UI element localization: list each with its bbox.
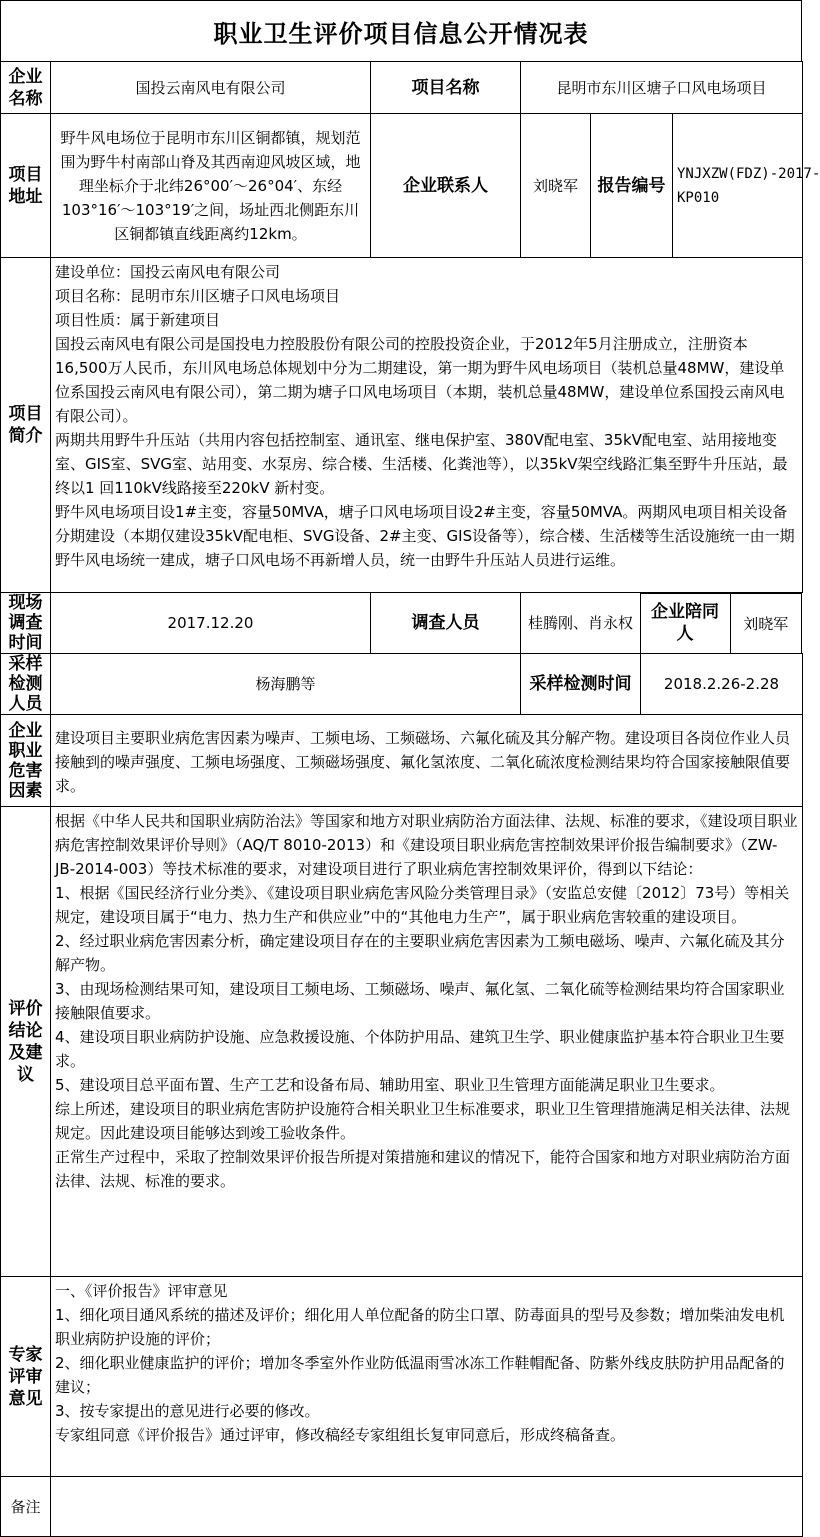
conclusion-paragraph: 4、建设项目职业病防护设施、应急救援设施、个体防护用品、建筑卫生学、职业健康监护基本符合职业卫生要求。 (55, 1028, 785, 1070)
report-no-label: 报告编号 (591, 114, 673, 258)
survey-time-label: 现场调查时间 (1, 593, 51, 654)
row-intro (1, 258, 803, 593)
row-remarks (1, 1477, 803, 1537)
expert-paragraph: 一、《评价报告》评审意见 (55, 1282, 228, 1300)
escort-label: 企业陪同人 (641, 594, 731, 653)
intro-paragraph: 项目性质：属于新建项目 (55, 311, 221, 329)
sampling-time-label: 采样检测时间 (521, 654, 641, 715)
conclusion-content (51, 807, 803, 1277)
address-value: 野牛风电场位于昆明市东川区铜都镇，规划范围为野牛村南部山脊及其西南迎风坡区域，地理坐标介于北纬26°00′～26°04′、东经103°16′～103°19′之间，场址西北侧距东川区铜都镇直线距离约12km。 (51, 114, 371, 258)
conclusion-paragraph: 3、由现场检测结果可知，建设项目工频电场、工频磁场、噪声、氟化氢、二氧化硫等检测结果均符合国家职业接触限值要求。 (55, 980, 785, 1022)
investigator-value: 桂腾刚、肖永权 (521, 593, 641, 654)
intro-paragraph: 项目名称：昆明市东川区塘子口风电场项目 (55, 287, 341, 305)
expert-paragraph: 1、细化项目通风系统的描述及评价；细化用人单位配备的防尘口罩、防毒面具的型号及参数；增加柴油发电机职业病防护设施的评价； (55, 1306, 785, 1348)
project-name-value: 昆明市东川区塘子口风电场项目 (521, 62, 803, 114)
page-title: 职业卫生评价项目信息公开情况表 (0, 0, 802, 62)
expert-content (51, 1277, 803, 1477)
conclusion-paragraph: 1、根据《国民经济行业分类》、《建设项目职业病危害风险分类管理目录》（安监总安健〔2012〕73号）等相关规定，建设项目属于“电力、热力生产和供应业”中的“其他电力生产”，属于职业病危害较重的建设项目。 (55, 884, 790, 926)
intro-label: 项目简介 (1, 258, 51, 593)
remarks-label: 备注 (1, 1477, 51, 1537)
investigator-label: 调查人员 (371, 593, 521, 654)
row-address (1, 114, 803, 258)
row-sampling (1, 654, 803, 715)
conclusion-paragraph: 根据《中华人民共和国职业病防治法》等国家和地方对职业病防治方面法律、法规、标准的要求，《建设项目职业病危害控制效果评价导则》（AQ/T 8010-2013）和《建设项目职业病危害控制效果评价报告编制要求》（ZW-JB-2014-003）等技术标准的要求，对建设项目进行了职业病危害控制效果评价，得到以下结论： (55, 812, 798, 878)
contact-label: 企业联系人 (371, 114, 521, 258)
expert-paragraph: 2、细化职业健康监护的评价；增加冬季室外作业防低温雨雪冰冻工作鞋帽配备、防紫外线皮肤防护用品配备的建议； (55, 1354, 785, 1396)
escort-value: 刘晓军 (743, 614, 789, 633)
expert-label: 专家评审意见 (1, 1277, 51, 1477)
hazards-label: 企业职业危害因素 (1, 715, 51, 807)
expert-paragraph: 3、按专家提出的意见进行必要的修改。 (55, 1402, 320, 1420)
hazards-value: 建设项目主要职业病危害因素为噪声、工频电场、工频磁场、六氟化硫及其分解产物。建设项目各岗位作业人员接触到的噪声强度、工频电场强度、工频磁场强度、氟化氢浓度、二氧化硫浓度检测结果均符合国家接触限值要求。 (51, 715, 803, 807)
info-table (0, 61, 820, 1537)
intro-paragraph: 两期共用野牛升压站（共用内容包括控制室、通讯室、继电保护室、380V配电室、35kV配电室、站用接地变室、GIS室、SVG室、站用变、水泵房、综合楼、生活楼、化粪池等），以35kV架空线路汇集至野牛升压站，最终以1 回110kV线路接至220kV 新村变。 (55, 431, 788, 497)
escort-cells (640, 593, 803, 654)
intro-content (51, 258, 803, 593)
sampling-staff-label: 采样检测人员 (1, 654, 51, 715)
intro-paragraph: 国投云南风电有限公司是国投电力控股股份有限公司的控股投资企业，于2012年5月注册成立，注册资本16,500万人民币，东川风电场总体规划中分为二期建设，第一期为野牛风电场项目（装机总量48MW，建设单位系国投云南风电有限公司），第二期为塘子口风电场项目（本期，装机总量48MW，建设单位系国投云南风电有限公司）。 (55, 335, 785, 425)
conclusion-paragraph: 2、经过职业病危害因素分析，确定建设项目存在的主要职业病危害因素为工频电磁场、噪声、六氟化硫及其分解产物。 (55, 932, 785, 974)
conclusion-paragraph: 正常生产过程中，采取了控制效果评价报告所提对策措施和建议的情况下，能符合国家和地方对职业病防治方面法律、法规、标准的要求。 (55, 1148, 791, 1190)
survey-time-value: 2017.12.20 (51, 593, 371, 654)
row-conclusion (1, 807, 803, 1277)
contact-value: 刘晓军 (521, 114, 591, 258)
intro-paragraph: 建设单位：国投云南风电有限公司 (55, 263, 281, 281)
company-value: 国投云南风电有限公司 (51, 62, 371, 114)
sampling-staff-value: 杨海鹏等 (51, 654, 521, 715)
report-no-value: YNJXZW(FDZ)-2017-KP010 (673, 114, 803, 258)
intro-paragraph: 野牛风电场项目设1#主变，容量50MVA，塘子口风电场项目设2#主变，容量50MVA。两期风电项目相关设备分期建设（本期仅建设35kV配电柜、SVG设备、2#主变、GIS设备等），综合楼、生活楼等生活设施统一由一期野牛风电场统一建成，塘子口风电场不再新增人员，统一由野牛升压站人员进行运维。 (55, 503, 795, 569)
sampling-time-value: 2018.2.26-2.28 (641, 654, 803, 715)
row-expert (1, 1277, 803, 1477)
remarks-value (51, 1477, 803, 1537)
project-name-label: 项目名称 (371, 62, 521, 114)
address-label: 项目地址 (1, 114, 51, 258)
row-company (1, 62, 803, 114)
conclusion-paragraph: 综上所述，建设项目的职业病危害防护设施符合相关职业卫生标准要求，职业卫生管理措施满足相关法律、法规规定。因此建设项目能够达到竣工验收条件。 (55, 1100, 791, 1142)
company-label: 企业名称 (1, 62, 51, 114)
row-hazards (1, 715, 803, 807)
conclusion-paragraph: 5、建设项目总平面布置、生产工艺和设备布局、辅助用室、职业卫生管理方面能满足职业卫生要求。 (55, 1076, 725, 1094)
conclusion-label: 评价结论及建议 (1, 807, 51, 1277)
expert-paragraph: 专家组同意《评价报告》通过评审，修改稿经专家组组长复审同意后，形成终稿备查。 (55, 1426, 626, 1444)
